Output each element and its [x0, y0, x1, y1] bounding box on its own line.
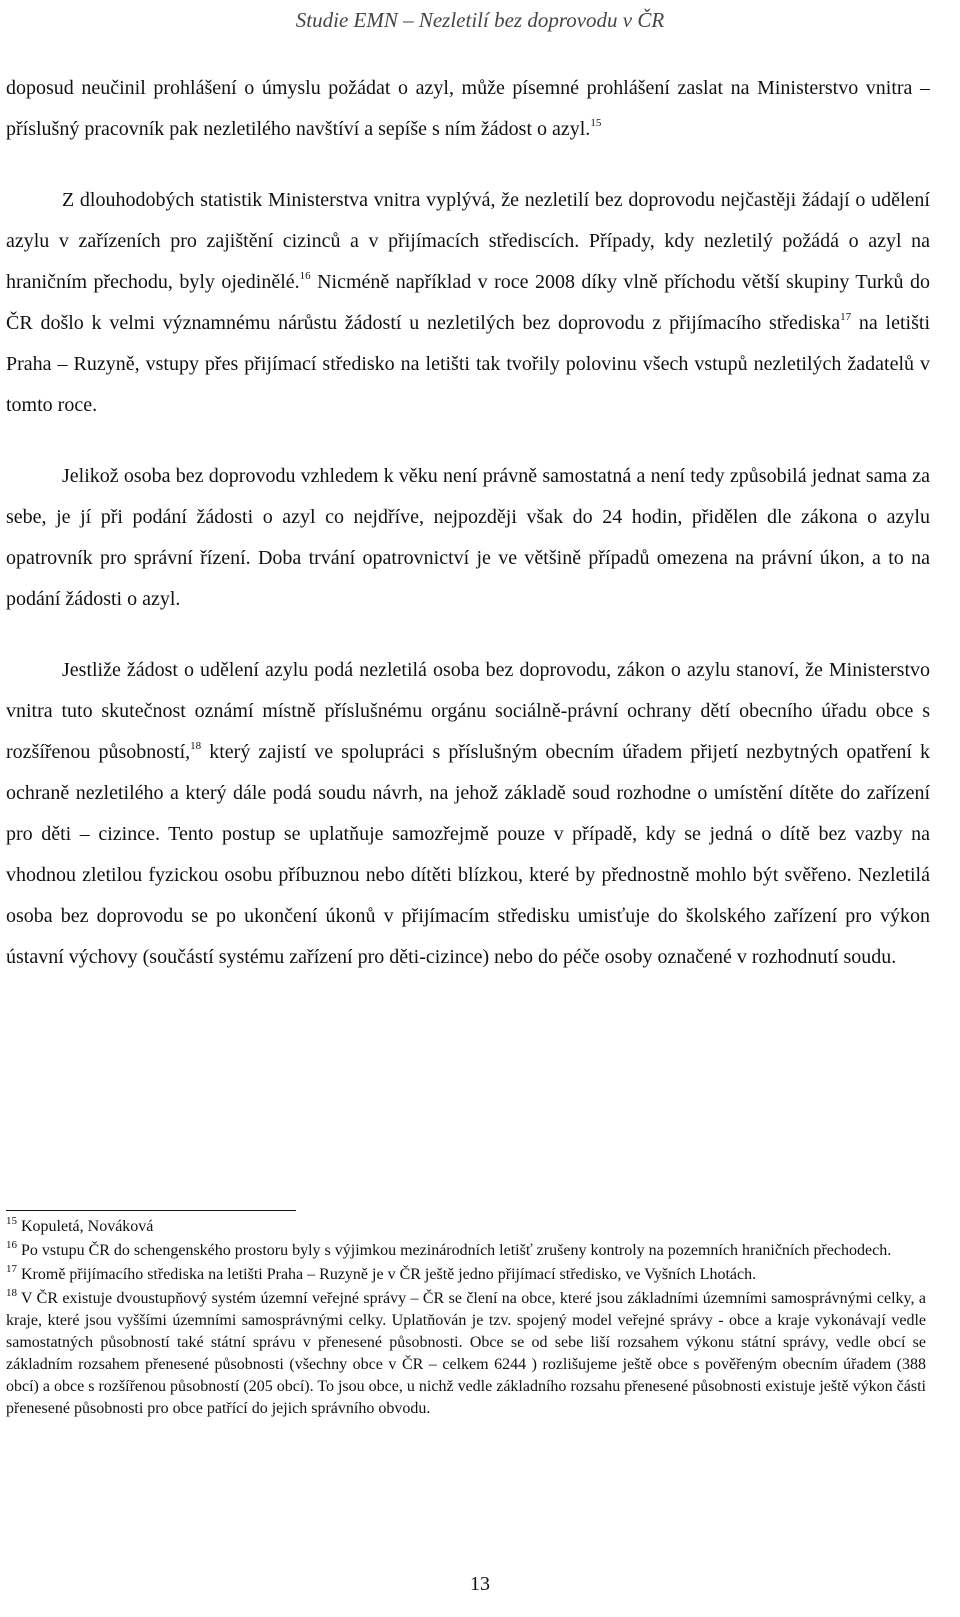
- footnote-ref-17[interactable]: 17: [840, 311, 852, 323]
- main-text: [6, 68, 930, 978]
- running-header: Studie EMN – Nezletilí bez doprovodu v ČR: [295, 8, 665, 32]
- paragraph-2: Z dlouhodobých statistik Ministerstva vnitra vyplývá, že nezletilí bez doprovodu nejčastěji žádají o udělení azylu v zařízeních pro zajištění cizinců a v přijímacích střediscích. Případy, kdy nezletilý požádá o azyl na hraničním přechodu, byly ojedinělé.$^{16}$ Nicméně například v roce 2008 díky vlně příchodu větší skupiny Turků do ČR došlo k velmi významnému nárůstu žádostí u nezletilých bez doprovodu z přijímacího střediska$^{17}$ na letišti Praha – Ruzyně, vstupy přes přijímací středisko na letišti tak tvořily polovinu všech vstupů nezletilých žadatelů v tomto roce.: [6, 189, 930, 416]
- footnote-15: $^{15}$ Kopuletá, Nováková: [6, 1215, 154, 1235]
- paragraph-1: doposud neučinil prohlášení o úmyslu požádat o azyl, může písemné prohlášení zaslat na Ministerstvo vnitra – příslušný pracovník pak nezletilého navštíví a sepíše s ním žádost o azyl.$^{15}$: [6, 77, 930, 140]
- footnote-17: $^{17}$ Kromě přijímacího střediska na letišti Praha – Ruzyně je v ČR ještě jedno přijímací středisko, ve Vyšních Lhotách.: [6, 1263, 757, 1283]
- paragraph-4: Jestliže žádost o udělení azylu podá nezletilá osoba bez doprovodu, zákon o azylu stanoví, že Ministerstvo vnitra tuto skutečnost oznámí místně příslušnému orgánu sociálně-právní ochrany dětí obecního úřadu obce s rozšířenou působností,$^{18}$ který zajistí ve spolupráci s příslušným obecním úřadem přijetí nezbytných opatření k ochraně nezletilého a který dále podá soudu návrh, na jehož základě soud rozhodne o umístění dítěte do zařízení pro děti – cizince. Tento postup se uplatňuje samozřejmě pouze v případě, kdy se jedná o dítě bez vazby na vhodnou zletilou fyzickou osobu příbuznou nebo dítěti blízkou, které by přednostně mohlo být svěřeno. Nezletilá osoba bez doprovodu se po ukončení úkonů v přijímacím středisku umisťuje do školského zařízení pro výkon ústavní výchovy (součástí systému zařízení pro děti-cizince) nebo do péče osoby označené v rozhodnutí soudu.: [6, 659, 931, 968]
- footnote-16: $^{16}$ Po vstupu ČR do schengenského prostoru byly s výjimkou mezinárodních letišť zrušeny kontroly na pozemních hraničních přechodech.: [6, 1239, 892, 1259]
- footnotes: [6, 1216, 926, 1422]
- footnote-ref-15[interactable]: 15: [590, 117, 602, 129]
- paragraph-3: Jelikož osoba bez doprovodu vzhledem k věku není právně samostatná a není tedy způsobilá jednat sama za sebe, je jí při podání žádosti o azyl co nejdříve, nejpozději však do 24 hodin, přidělen dle zákona o azylu opatrovník pro správní řízení. Doba trvání opatrovnictví je ve většině případů omezena na právní úkon, a to na podání žádosti o azyl.: [6, 465, 930, 610]
- footnote-18: $^{18}$ V ČR existuje dvoustupňový systém územní veřejné správy – ČR se člení na obce, které jsou základními územními samosprávnými celky, a kraje, které jsou vyššími územními samosprávnými celky. Uplatňován je tzv. spojený model veřejné správy - obce a kraje vykonávají vedle samostatných působností také státní správu v přenesené působnosti. Obce se od sebe liší rozsahem výkonu státní správy, vedle obcí se základním rozsahem přenesené působnosti (všechny obce v ČR – celkem 6244 ) rozlišujeme ještě obce s pověřeným obecním úřadem (388 obcí) a obce s rozšířenou působností (205 obcí). To jsou obce, u nichž vedle základního rozsahu přenesené působnosti existuje ještě výkon části přenesené působnosti pro obce patřící do jejich správního obvodu.: [6, 1287, 926, 1417]
- page-number: 13: [470, 1573, 490, 1595]
- footnote-separator: [6, 1210, 296, 1211]
- footnote-ref-18[interactable]: 18: [190, 740, 202, 752]
- footnote-ref-16[interactable]: 16: [299, 270, 311, 282]
